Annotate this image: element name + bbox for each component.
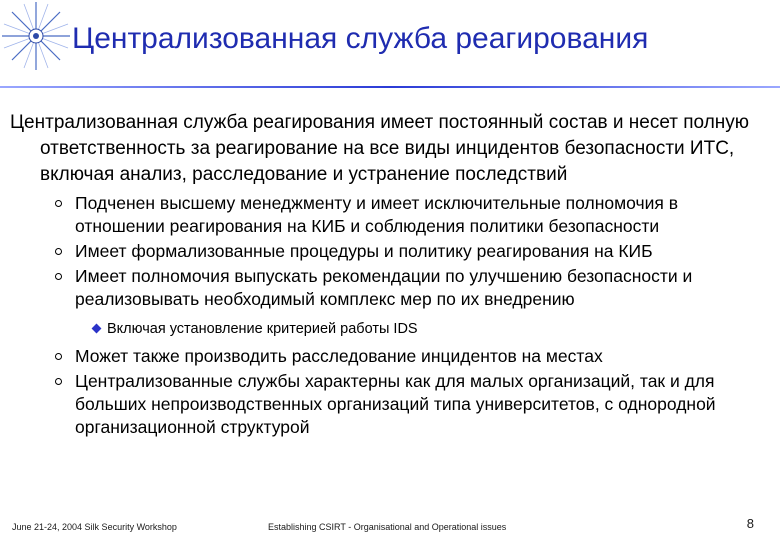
hollow-circle-icon bbox=[55, 353, 62, 360]
sub-bullet bbox=[10, 319, 770, 339]
hollow-circle-icon bbox=[55, 273, 62, 280]
lead-paragraph: Централизованная служба реагирования имеет постоянный состав и несет полную ответственность за реагирование на все виды инцидентов безопасности ИТС, включая анализ, расследование и устранение последствий bbox=[10, 112, 750, 185]
hollow-circle-icon bbox=[55, 200, 62, 207]
bullet-list-secondary bbox=[10, 345, 770, 439]
bullet-list-main bbox=[10, 192, 770, 311]
slide-title: Централизованная служба реагирования bbox=[72, 22, 649, 55]
hollow-circle-icon bbox=[55, 378, 62, 385]
page-number: 8 bbox=[746, 516, 754, 531]
diamond-icon bbox=[92, 324, 102, 334]
slide-footer bbox=[0, 516, 780, 536]
list-item bbox=[10, 370, 770, 439]
list-item bbox=[10, 240, 770, 263]
bullet-text: Имеет полномочия выпускать рекомендации по улучшению безопасности и реализовывать необходимый комплекс мер по их внедрению bbox=[75, 266, 693, 309]
bullet-text: Имеет формализованные процедуры и политику реагирования на КИБ bbox=[75, 241, 653, 261]
bullet-text: Подченен высшему менеджменту и имеет исключительные полномочия в отношении реагирования на КИБ и соблюдения политики безопасности bbox=[75, 193, 678, 236]
slide-body bbox=[10, 110, 770, 441]
list-item bbox=[10, 345, 770, 368]
sub-bullet-text: Включая установление критерией работы IDS bbox=[107, 321, 418, 337]
footer-event: June 21-24, 2004 Silk Security Workshop bbox=[12, 522, 177, 532]
list-item bbox=[10, 265, 770, 311]
footer-topic: Establishing CSIRT - Organisational and Operational issues bbox=[268, 522, 507, 532]
bullet-text: Может также производить расследование инцидентов на местах bbox=[75, 346, 603, 366]
list-item bbox=[10, 192, 770, 238]
bullet-text: Централизованные службы характерны как для малых организаций, так и для больших непроизводственных организаций типа университетов, с однородной организационной структурой bbox=[75, 371, 716, 437]
title-divider bbox=[0, 86, 780, 88]
starburst-icon bbox=[0, 0, 72, 72]
hollow-circle-icon bbox=[55, 248, 62, 255]
